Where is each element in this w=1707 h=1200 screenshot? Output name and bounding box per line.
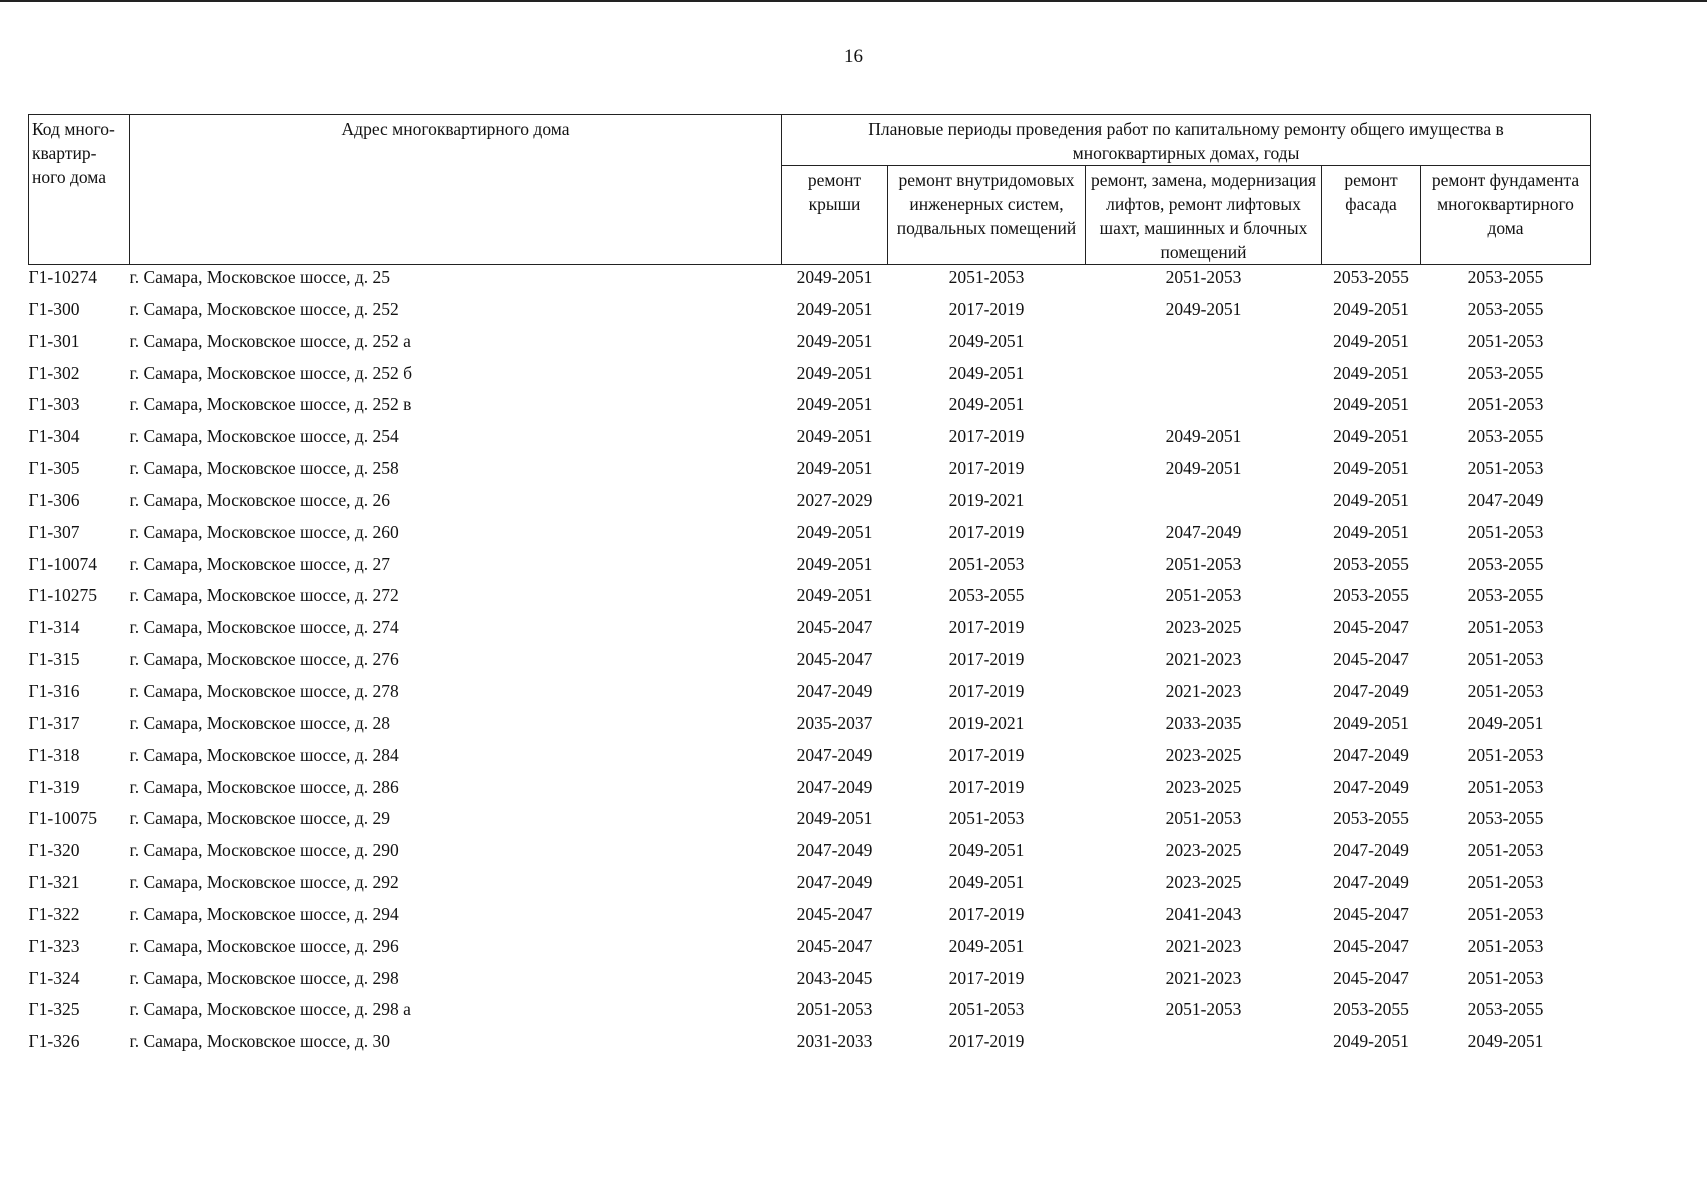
cell-code: Г1-325 (28, 999, 80, 1020)
cell-roof: 2049-2051 (796, 585, 873, 606)
table-row (29, 775, 1591, 807)
cell-foundation: 2047-2049 (1467, 489, 1544, 510)
cell-roof: 2045-2047 (796, 935, 873, 956)
cell-address: г. Самара, Московское шоссе, д. 274 (129, 617, 399, 638)
cell-foundation: 2053-2055 (1467, 585, 1544, 606)
cell-foundation: 2051-2053 (1467, 935, 1544, 956)
cell-engineering: 2049-2051 (948, 362, 1025, 383)
cell-engineering: 2017-2019 (948, 649, 1025, 670)
cell-address: г. Самара, Московское шоссе, д. 258 (129, 458, 399, 479)
cell-address: г. Самара, Московское шоссе, д. 26 (129, 489, 391, 510)
cell-address: г. Самара, Московское шоссе, д. 286 (129, 776, 399, 797)
cell-foundation: 2053-2055 (1467, 426, 1544, 447)
cell-address: г. Самара, Московское шоссе, д. 25 (129, 267, 391, 287)
cell-address: г. Самара, Московское шоссе, д. 276 (129, 649, 399, 670)
cell-facade: 2049-2051 (1333, 394, 1409, 415)
cell-engineering: 2017-2019 (948, 458, 1025, 479)
table-row (29, 966, 1591, 998)
table-row (29, 934, 1591, 966)
cell-lifts: 2021-2023 (1165, 649, 1242, 670)
cell-roof: 2049-2051 (796, 808, 873, 829)
cell-engineering: 2019-2021 (948, 489, 1025, 510)
cell-roof: 2049-2051 (796, 394, 873, 415)
cell-code: Г1-302 (28, 362, 80, 383)
cell-code: Г1-316 (28, 680, 80, 701)
cell-engineering: 2019-2021 (948, 712, 1025, 733)
cell-code: Г1-10074 (28, 553, 97, 574)
header-code: Код много-квартир-ного дома (29, 115, 130, 265)
cell-facade: 2053-2055 (1333, 808, 1409, 829)
cell-facade: 2045-2047 (1333, 649, 1409, 670)
cell-lifts: 2041-2043 (1165, 903, 1242, 924)
cell-lifts: 2023-2025 (1165, 617, 1242, 638)
cell-engineering: 2017-2019 (948, 521, 1025, 542)
cell-engineering: 2051-2053 (948, 999, 1025, 1020)
cell-facade: 2047-2049 (1333, 744, 1409, 765)
cell-lifts (1086, 361, 1322, 393)
cell-roof: 2027-2029 (796, 489, 873, 510)
cell-code: Г1-319 (28, 776, 80, 797)
header-foundation: ремонт фундамента многоквартирного дома (1421, 166, 1591, 265)
header-roof: ремонт крыши (782, 166, 888, 265)
table-row (29, 361, 1591, 393)
table-row (29, 1029, 1591, 1061)
cell-code: Г1-318 (28, 744, 80, 765)
table-row (29, 902, 1591, 934)
cell-facade: 2049-2051 (1333, 712, 1409, 733)
cell-code: Г1-304 (28, 426, 80, 447)
cell-roof: 2035-2037 (796, 712, 873, 733)
cell-roof: 2049-2051 (796, 330, 873, 351)
cell-code: Г1-321 (28, 872, 80, 893)
cell-address: г. Самара, Московское шоссе, д. 252 б (129, 362, 413, 383)
cell-foundation: 2051-2053 (1467, 872, 1544, 893)
cell-lifts: 2033-2035 (1165, 712, 1242, 733)
cell-address: г. Самара, Московское шоссе, д. 298 а (129, 999, 411, 1020)
cell-foundation: 2051-2053 (1467, 744, 1544, 765)
cell-address: г. Самара, Московское шоссе, д. 284 (129, 744, 399, 765)
cell-lifts: 2023-2025 (1165, 872, 1242, 893)
table-row (29, 456, 1591, 488)
cell-facade: 2047-2049 (1333, 872, 1409, 893)
table-row (29, 997, 1591, 1029)
header-periods: Плановые периоды проведения работ по капитальному ремонту общего имущества в многоквартирных домах, годы (782, 115, 1591, 166)
cell-address: г. Самара, Московское шоссе, д. 272 (129, 585, 399, 606)
table-row (29, 870, 1591, 902)
cell-code: Г1-324 (28, 967, 80, 988)
cell-code: Г1-314 (28, 617, 80, 638)
table-row (29, 711, 1591, 743)
cell-code: Г1-301 (28, 330, 80, 351)
cell-foundation: 2053-2055 (1467, 999, 1544, 1020)
cell-roof: 2049-2051 (796, 521, 873, 542)
cell-foundation: 2051-2053 (1467, 903, 1544, 924)
cell-lifts: 2023-2025 (1165, 744, 1242, 765)
cell-engineering: 2049-2051 (948, 872, 1025, 893)
cell-foundation: 2051-2053 (1467, 521, 1544, 542)
cell-facade: 2049-2051 (1333, 521, 1409, 542)
cell-address: г. Самара, Московское шоссе, д. 29 (129, 808, 391, 829)
cell-code: Г1-317 (28, 712, 80, 733)
cell-engineering: 2049-2051 (948, 330, 1025, 351)
cell-lifts: 2023-2025 (1165, 776, 1242, 797)
cell-lifts: 2047-2049 (1165, 521, 1242, 542)
cell-foundation: 2053-2055 (1467, 267, 1544, 287)
table-row (29, 743, 1591, 775)
cell-foundation: 2053-2055 (1467, 553, 1544, 574)
cell-roof: 2045-2047 (796, 649, 873, 670)
cell-code: Г1-10274 (28, 267, 97, 287)
table-row (29, 552, 1591, 584)
cell-lifts: 2021-2023 (1165, 680, 1242, 701)
cell-lifts (1086, 488, 1322, 520)
cell-address: г. Самара, Московское шоссе, д. 292 (129, 872, 399, 893)
table-row (29, 838, 1591, 870)
page-number: 16 (844, 46, 863, 67)
cell-foundation: 2051-2053 (1467, 649, 1544, 670)
cell-lifts (1086, 1029, 1322, 1061)
cell-code: Г1-10275 (28, 585, 97, 606)
cell-foundation: 2049-2051 (1467, 712, 1544, 733)
cell-roof: 2049-2051 (796, 267, 873, 287)
header-engineering: ремонт внутридомовых инженерных систем, подвальных помещений (888, 166, 1086, 265)
table-row (29, 806, 1591, 838)
table-row (29, 488, 1591, 520)
cell-engineering: 2017-2019 (948, 617, 1025, 638)
cell-code: Г1-320 (28, 840, 80, 861)
cell-foundation: 2051-2053 (1467, 776, 1544, 797)
cell-code: Г1-10075 (28, 808, 97, 829)
cell-engineering: 2049-2051 (948, 935, 1025, 956)
cell-roof: 2043-2045 (796, 967, 873, 988)
header-lifts: ремонт, замена, модернизация лифтов, ремонт лифтовых шахт, машинных и блочных помещений (1086, 166, 1322, 265)
cell-code: Г1-315 (28, 649, 80, 670)
top-edge-line (0, 0, 1707, 2)
cell-facade: 2049-2051 (1333, 1031, 1409, 1052)
header-address: Адрес многоквартирного дома (130, 115, 782, 265)
cell-address: г. Самара, Московское шоссе, д. 30 (129, 1031, 391, 1052)
cell-engineering: 2017-2019 (948, 967, 1025, 988)
cell-code: Г1-307 (28, 521, 80, 542)
cell-foundation: 2053-2055 (1467, 362, 1544, 383)
cell-lifts: 2051-2053 (1165, 267, 1242, 287)
table-body (29, 265, 1591, 1062)
cell-lifts: 2021-2023 (1165, 967, 1242, 988)
cell-engineering: 2017-2019 (948, 298, 1025, 319)
cell-address: г. Самара, Московское шоссе, д. 252 а (129, 330, 411, 351)
cell-facade: 2053-2055 (1333, 999, 1409, 1020)
table-row (29, 583, 1591, 615)
cell-code: Г1-323 (28, 935, 80, 956)
cell-facade: 2053-2055 (1333, 585, 1409, 606)
cell-lifts: 2051-2053 (1165, 808, 1242, 829)
capital-repair-table (28, 114, 1591, 1061)
cell-address: г. Самара, Московское шоссе, д. 252 в (129, 394, 412, 415)
cell-foundation: 2049-2051 (1467, 1031, 1544, 1052)
header-row-group (29, 115, 1591, 166)
cell-address: г. Самара, Московское шоссе, д. 290 (129, 840, 399, 861)
cell-engineering: 2017-2019 (948, 1031, 1025, 1052)
cell-foundation: 2051-2053 (1467, 967, 1544, 988)
table-row (29, 265, 1591, 297)
cell-lifts: 2023-2025 (1165, 840, 1242, 861)
cell-roof: 2049-2051 (796, 458, 873, 479)
cell-engineering: 2017-2019 (948, 680, 1025, 701)
cell-roof: 2045-2047 (796, 903, 873, 924)
cell-facade: 2049-2051 (1333, 426, 1409, 447)
cell-lifts: 2051-2053 (1165, 585, 1242, 606)
cell-foundation: 2053-2055 (1467, 808, 1544, 829)
cell-facade: 2047-2049 (1333, 776, 1409, 797)
table-row (29, 392, 1591, 424)
cell-lifts (1086, 392, 1322, 424)
cell-engineering: 2049-2051 (948, 394, 1025, 415)
table-row (29, 615, 1591, 647)
cell-roof: 2047-2049 (796, 680, 873, 701)
cell-roof: 2051-2053 (796, 999, 873, 1020)
cell-roof: 2047-2049 (796, 872, 873, 893)
cell-engineering: 2051-2053 (948, 553, 1025, 574)
cell-foundation: 2051-2053 (1467, 458, 1544, 479)
cell-code: Г1-326 (28, 1031, 80, 1052)
cell-lifts: 2049-2051 (1165, 458, 1242, 479)
cell-engineering: 2049-2051 (948, 840, 1025, 861)
cell-facade: 2049-2051 (1333, 362, 1409, 383)
cell-foundation: 2051-2053 (1467, 680, 1544, 701)
cell-address: г. Самара, Московское шоссе, д. 260 (129, 521, 399, 542)
cell-code: Г1-306 (28, 489, 80, 510)
cell-lifts: 2049-2051 (1165, 298, 1242, 319)
table-row (29, 297, 1591, 329)
cell-address: г. Самара, Московское шоссе, д. 252 (129, 298, 399, 319)
cell-foundation: 2051-2053 (1467, 617, 1544, 638)
table-row (29, 424, 1591, 456)
table-row (29, 647, 1591, 679)
cell-code: Г1-303 (28, 394, 80, 415)
cell-lifts: 2051-2053 (1165, 999, 1242, 1020)
cell-roof: 2049-2051 (796, 426, 873, 447)
cell-code: Г1-305 (28, 458, 80, 479)
cell-engineering: 2017-2019 (948, 903, 1025, 924)
cell-facade: 2049-2051 (1333, 458, 1409, 479)
table-row (29, 679, 1591, 711)
cell-foundation: 2051-2053 (1467, 840, 1544, 861)
cell-facade: 2049-2051 (1333, 298, 1409, 319)
cell-address: г. Самара, Московское шоссе, д. 27 (129, 553, 391, 574)
cell-address: г. Самара, Московское шоссе, д. 254 (129, 426, 399, 447)
cell-facade: 2047-2049 (1333, 680, 1409, 701)
cell-facade: 2045-2047 (1333, 967, 1409, 988)
cell-roof: 2047-2049 (796, 840, 873, 861)
cell-facade: 2045-2047 (1333, 935, 1409, 956)
cell-facade: 2049-2051 (1333, 489, 1409, 510)
cell-roof: 2031-2033 (796, 1031, 873, 1052)
cell-facade: 2045-2047 (1333, 903, 1409, 924)
cell-facade: 2049-2051 (1333, 330, 1409, 351)
table-row (29, 520, 1591, 552)
cell-engineering: 2051-2053 (948, 267, 1025, 287)
cell-lifts: 2021-2023 (1165, 935, 1242, 956)
cell-engineering: 2053-2055 (948, 585, 1025, 606)
cell-address: г. Самара, Московское шоссе, д. 278 (129, 680, 399, 701)
cell-address: г. Самара, Московское шоссе, д. 28 (129, 712, 391, 733)
cell-engineering: 2017-2019 (948, 426, 1025, 447)
cell-engineering: 2051-2053 (948, 808, 1025, 829)
header-facade: ремонт фасада (1322, 166, 1421, 265)
cell-address: г. Самара, Московское шоссе, д. 294 (129, 903, 399, 924)
cell-foundation: 2051-2053 (1467, 394, 1544, 415)
cell-roof: 2047-2049 (796, 776, 873, 797)
cell-engineering: 2017-2019 (948, 744, 1025, 765)
cell-address: г. Самара, Московское шоссе, д. 296 (129, 935, 399, 956)
table-row (29, 329, 1591, 361)
cell-lifts: 2049-2051 (1165, 426, 1242, 447)
cell-foundation: 2053-2055 (1467, 298, 1544, 319)
cell-code: Г1-322 (28, 903, 80, 924)
cell-foundation: 2051-2053 (1467, 330, 1544, 351)
cell-engineering: 2017-2019 (948, 776, 1025, 797)
cell-facade: 2053-2055 (1333, 267, 1409, 287)
cell-roof: 2045-2047 (796, 617, 873, 638)
cell-lifts (1086, 329, 1322, 361)
cell-lifts: 2051-2053 (1165, 553, 1242, 574)
cell-facade: 2047-2049 (1333, 840, 1409, 861)
cell-facade: 2053-2055 (1333, 553, 1409, 574)
cell-code: Г1-300 (28, 298, 80, 319)
cell-facade: 2045-2047 (1333, 617, 1409, 638)
cell-roof: 2049-2051 (796, 298, 873, 319)
cell-roof: 2047-2049 (796, 744, 873, 765)
cell-roof: 2049-2051 (796, 553, 873, 574)
cell-roof: 2049-2051 (796, 362, 873, 383)
cell-address: г. Самара, Московское шоссе, д. 298 (129, 967, 399, 988)
